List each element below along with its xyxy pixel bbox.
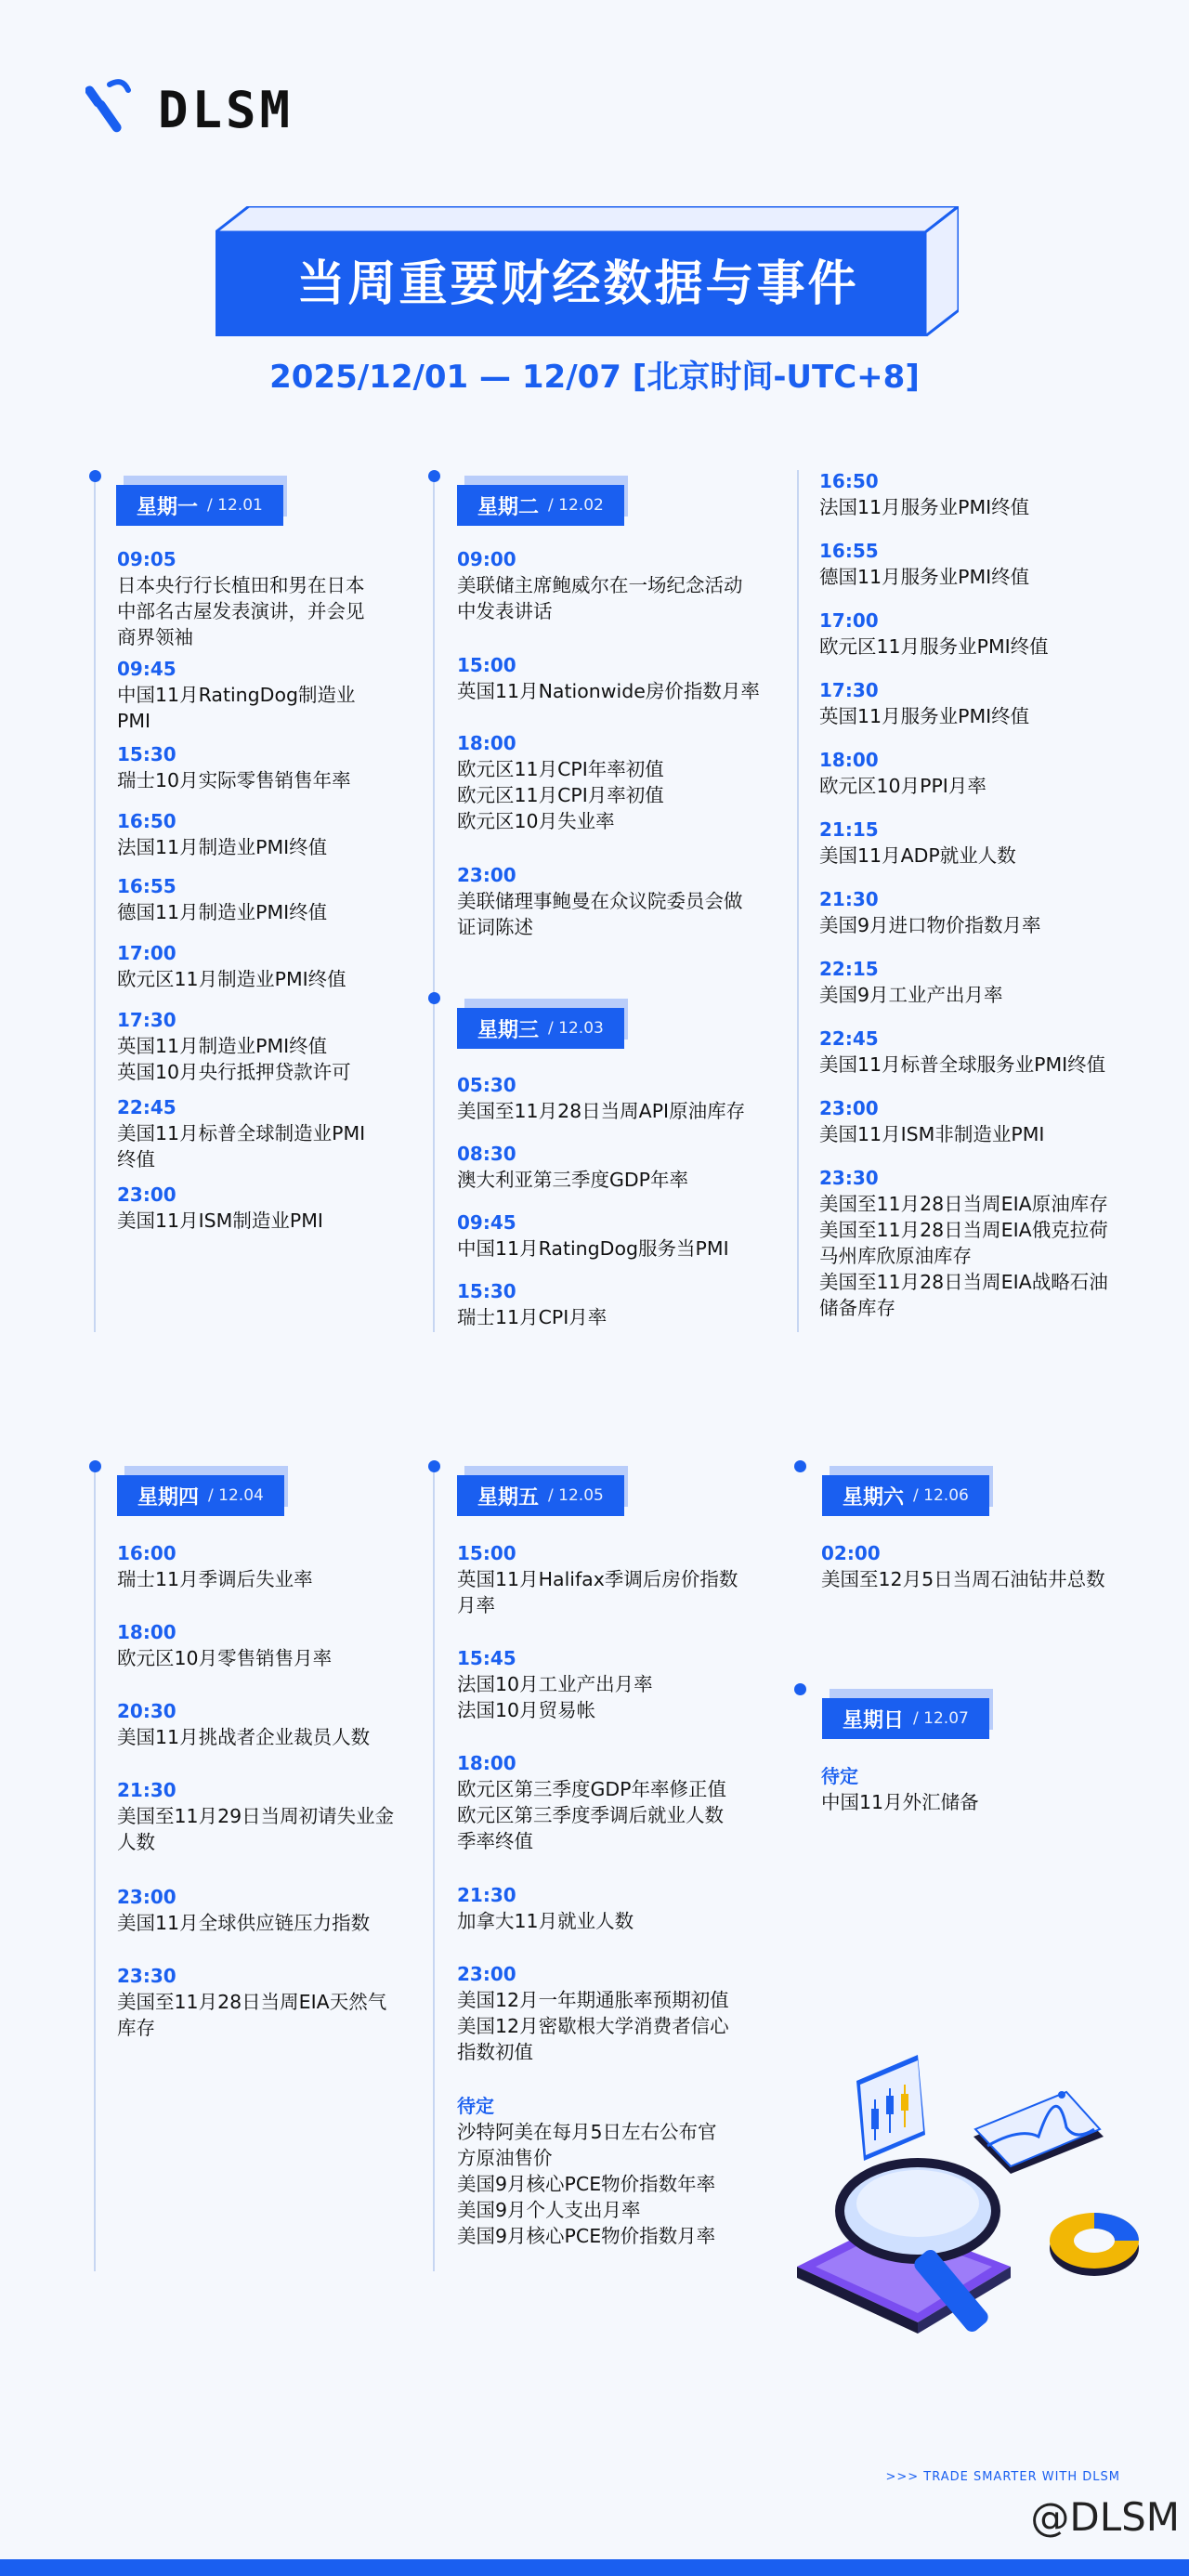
event-text: 法国11月制造业PMI终值 [117,836,328,858]
event-time: 16:50 [819,470,879,492]
event-item [117,1094,365,1172]
day-date: 12.05 [558,1486,604,1505]
event-text: 英国10月央行抵押贷款许可 [117,1061,351,1083]
event-text: 欧元区第三季度GDP年率修正值 [457,1778,727,1800]
day-name: 星期五 [477,1485,540,1510]
event-time: 09:45 [457,1211,516,1234]
event-text: 美国9月进口物价指数月率 [819,914,1041,936]
event-text: 中国11月RatingDog制造业 [117,684,356,706]
event-text: 欧元区11月服务业PMI终值 [819,635,1049,658]
event-time: 15:00 [457,1542,516,1564]
event-item [117,940,346,992]
event-text: 美国11月ISM制造业PMI [117,1210,323,1232]
event-item [457,2093,717,2249]
event-time: 22:45 [117,1096,176,1118]
event-item [117,873,327,925]
event-text: 美国至11月29日当周初请失业金 [117,1805,395,1827]
event-text: 法国11月服务业PMI终值 [819,496,1030,518]
event-text: 美国11月标普全球制造业PMI [117,1122,366,1144]
day-label-tuesday: 星期二 / 12.02 [457,485,624,526]
event-item [457,1882,634,1934]
event-item [457,730,664,834]
event-item [117,741,351,793]
event-time: 15:30 [117,743,176,765]
event-text: 储备库存 [819,1297,895,1319]
timeline-line [94,482,96,1332]
event-item [819,956,1003,1008]
event-time: 09:05 [117,548,176,570]
day-name: 星期六 [843,1485,905,1510]
event-item [457,546,743,624]
event-text: 美国至11月28日当周EIA原油库存 [819,1193,1108,1215]
event-item [117,546,365,650]
event-time: 18:00 [819,749,879,771]
event-time: 08:30 [457,1143,516,1165]
event-item [819,468,1029,520]
event-item [457,1645,653,1723]
event-time: 15:00 [457,654,516,676]
event-text: 欧元区10月PPI月率 [819,775,986,797]
event-text: 法国10月贸易帐 [457,1699,596,1721]
event-item [117,1963,386,2041]
event-text: 美国至11月28日当周EIA天然气 [117,1991,387,2013]
event-item [819,608,1049,660]
event-item [457,652,760,704]
event-text: 德国11月服务业PMI终值 [819,566,1030,588]
day-date: 12.02 [558,496,604,515]
donut-chart-icon [1050,2213,1139,2276]
event-text: 指数初值 [457,2041,533,2063]
event-text: 美国11月全球供应链压力指数 [117,1912,371,1934]
event-text: 日本央行行长植田和男在日本 [117,574,365,596]
timeline-line [797,470,799,1332]
event-time: 18:00 [457,732,516,754]
event-time: 23:30 [819,1167,879,1189]
event-time: 17:30 [117,1009,176,1031]
event-item [819,677,1029,729]
event-text: 美国12月一年期通胀率预期初值 [457,1989,729,2011]
event-item [117,1619,332,1671]
event-text: 中国11月外汇储备 [821,1791,979,1813]
event-text: 美国12月密歇根大学消费者信心 [457,2015,729,2037]
timeline-dot [428,470,440,482]
event-text: 英国11月Nationwide房价指数月率 [457,680,760,702]
day-label-sunday: 星期日 / 12.07 [822,1698,989,1739]
event-time: 21:30 [457,1884,516,1906]
event-text: 中国11月RatingDog服务当PMI [457,1237,729,1260]
event-text: 美国11月ISM非制造业PMI [819,1123,1045,1145]
event-text: 马州库欣原油库存 [819,1245,972,1267]
event-item [819,1165,1108,1321]
event-time: 16:55 [819,540,879,562]
day-label-friday: 星期五 / 12.05 [457,1475,624,1516]
timeline-line [433,1472,435,2271]
event-time: 15:45 [457,1647,516,1669]
event-time: 17:00 [117,942,176,964]
event-item [457,1072,745,1124]
brand-logo [85,72,294,147]
day-date: 12.04 [218,1486,264,1505]
event-item [457,1141,688,1193]
event-item [821,1540,1105,1592]
event-text: 英国11月Halifax季调后房价指数 [457,1568,738,1590]
event-time: 23:00 [117,1183,176,1206]
event-text: 商界领袖 [117,626,193,648]
event-text: 月率 [457,1594,495,1616]
event-time: 22:15 [819,958,879,980]
event-item [117,1698,370,1750]
event-time: 16:55 [117,875,176,897]
event-time: 09:45 [117,658,176,680]
day-name: 星期二 [477,495,540,519]
event-text: 加拿大11月就业人数 [457,1910,634,1932]
date-range-subtitle: 2025/12/01 — 12/07 [北京时间-UTC+8] [269,359,920,396]
event-time: 16:00 [117,1542,176,1564]
event-text: 英国11月服务业PMI终值 [819,705,1030,727]
event-text: 瑞士11月CPI月率 [457,1306,608,1328]
event-text: 美国至11月28日当周EIA俄克拉荷 [819,1219,1108,1241]
event-item [821,1763,979,1815]
day-date: 12.06 [923,1486,969,1505]
timeline-dot [794,1683,806,1695]
event-time: 17:00 [819,609,879,632]
event-item [457,1540,738,1618]
event-text: 美国11月标普全球服务业PMI终值 [819,1053,1106,1076]
day-label-saturday: 星期六 / 12.06 [822,1475,989,1516]
mountain-chart-icon [973,2091,1104,2174]
event-item [117,1182,323,1234]
day-date: 12.03 [558,1019,604,1038]
event-item [117,1777,394,1855]
event-time: 15:30 [457,1280,516,1302]
event-text: 中部名古屋发表演讲，并会见 [117,600,365,622]
day-date: 12.01 [217,496,263,515]
day-name: 星期四 [137,1485,200,1510]
event-text: 德国11月制造业PMI终值 [117,901,328,923]
event-text: 中发表讲话 [457,600,553,622]
event-item [819,538,1029,590]
day-label-thursday: 星期四 / 12.04 [117,1475,284,1516]
bottom-accent-bar [0,2559,1189,2576]
event-time: 09:00 [457,548,516,570]
event-text: 瑞士11月季调后失业率 [117,1568,313,1590]
logo-mark-icon [85,77,150,142]
event-item [117,1884,370,1936]
event-time: 16:50 [117,810,176,832]
event-text: 美联储理事鲍曼在众议院委员会做 [457,890,743,912]
event-text: 欧元区11月CPI月率初值 [457,784,664,806]
event-text: 美国9月核心PCE物价指数年率 [457,2173,716,2195]
event-text: 美国11月ADP就业人数 [819,844,1016,867]
event-text: 澳大利亚第三季度GDP年率 [457,1169,689,1191]
event-text: 英国11月制造业PMI终值 [117,1035,328,1057]
event-time: 待定 [821,1765,858,1787]
event-time: 18:00 [117,1621,176,1643]
timeline-dot [89,1460,101,1472]
event-time: 17:30 [819,679,879,701]
event-text: 法国10月工业产出月率 [457,1673,653,1695]
event-text: 库存 [117,2017,155,2039]
finance-illustration [778,2044,1150,2397]
day-name: 星期三 [477,1018,540,1042]
event-text: 人数 [117,1831,155,1853]
event-text: 美联储主席鲍威尔在一场纪念活动 [457,574,743,596]
day-date: 12.07 [923,1709,969,1728]
event-text: 季率终值 [457,1830,533,1852]
event-item [457,1961,729,2065]
event-item [117,656,356,734]
page-title: 当周重要财经数据与事件 [296,255,859,312]
event-time: 23:00 [457,1963,516,1985]
event-item [117,808,327,860]
event-text: 欧元区第三季度季调后就业人数 [457,1804,724,1826]
event-text: 欧元区10月零售销售月率 [117,1647,333,1669]
event-item [457,1750,726,1854]
event-text: 美国9月个人支出月率 [457,2199,641,2221]
event-item [117,1540,313,1592]
event-time: 05:30 [457,1074,516,1096]
day-label-wednesday: 星期三 / 12.03 [457,1008,624,1049]
event-text: 美国至11月28日当周API原油库存 [457,1100,746,1122]
event-text: 美国至11月28日当周EIA战略石油 [819,1271,1108,1293]
event-time: 23:00 [457,864,516,886]
event-text: 美国9月核心PCE物价指数月率 [457,2225,716,2247]
event-item [819,886,1041,938]
event-time: 22:45 [819,1027,879,1050]
event-text: 美国至12月5日当周石油钻井总数 [821,1568,1105,1590]
event-text: 终值 [117,1148,155,1170]
event-text: 欧元区10月失业率 [457,810,615,832]
event-time: 02:00 [821,1542,881,1564]
event-item [819,747,986,799]
day-name: 星期一 [137,495,199,519]
event-text: 沙特阿美在每月5日左右公布官 [457,2121,717,2143]
event-time: 20:30 [117,1700,176,1722]
event-item [117,1007,351,1085]
event-time: 待定 [457,2095,494,2117]
timeline-dot [428,1460,440,1472]
event-item [457,1278,607,1330]
event-item [457,1210,729,1262]
event-time: 23:30 [117,1965,176,1987]
timeline-dot [794,1460,806,1472]
event-text: PMI [117,710,151,732]
event-item [819,1026,1105,1078]
event-time: 23:00 [819,1097,879,1119]
event-text: 瑞士10月实际零售销售年率 [117,769,351,791]
event-item [819,1095,1044,1147]
footer-handle: @DLSM [1030,2494,1180,2540]
day-name: 星期日 [843,1708,905,1733]
event-time: 21:15 [819,818,879,841]
candlestick-chart-icon [856,2055,925,2161]
event-item [819,817,1016,869]
event-time: 18:00 [457,1752,516,1774]
timeline-dot [428,992,440,1004]
event-text: 欧元区11月CPI年率初值 [457,758,664,780]
timeline-line [433,482,435,1332]
brand-name: DLSM [158,80,294,139]
event-text: 美国11月挑战者企业裁员人数 [117,1726,371,1748]
event-text: 美国9月工业产出月率 [819,984,1003,1006]
event-time: 23:00 [117,1886,176,1908]
event-time: 21:30 [117,1779,176,1801]
event-text: 证词陈述 [457,916,533,938]
timeline-line [94,1472,96,2271]
event-text: 欧元区11月制造业PMI终值 [117,968,346,990]
title-banner [216,206,959,336]
timeline-dot [89,470,101,482]
day-label-monday: 星期一 / 12.01 [116,485,283,526]
event-text: 方原油售价 [457,2147,553,2169]
event-time: 21:30 [819,888,879,910]
event-item [457,862,743,940]
footer-slogan: >>> TRADE SMARTER WITH DLSM [885,2470,1120,2484]
